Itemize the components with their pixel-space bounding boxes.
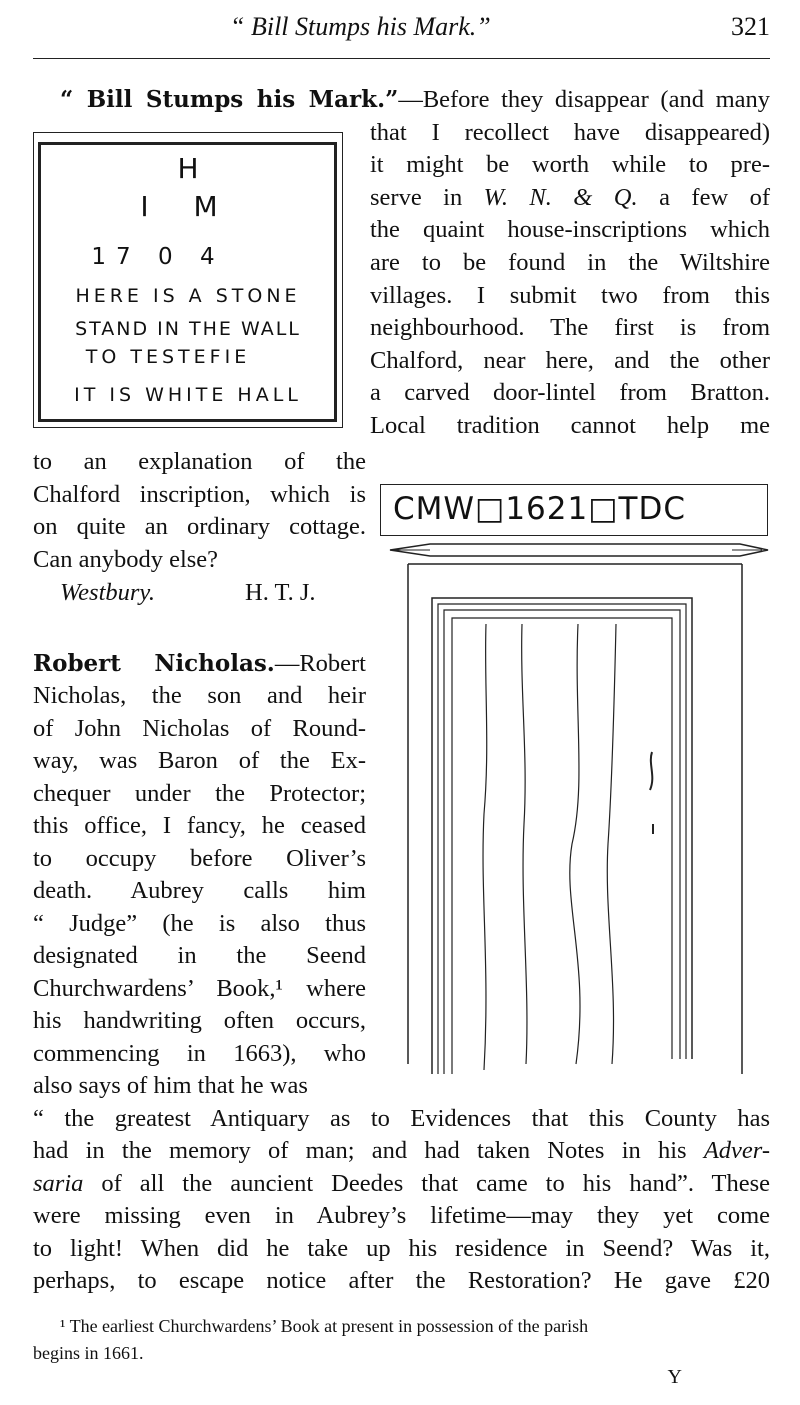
a1-left-line-1: to an explanation of the — [33, 448, 366, 475]
a2-adver: Adver- — [703, 1137, 770, 1164]
a1-left-line-2: Chalford inscription, which is — [33, 481, 366, 508]
a1-right-line-4: the quaint house-inscriptions which — [370, 216, 770, 243]
door-illustration — [380, 484, 772, 1080]
a2-line-12: his handwriting often occurs, — [33, 1007, 366, 1034]
inscription-line-1: H — [177, 152, 199, 185]
a2-full-line-2-text: had in the memory of man; and had taken Notes in his — [33, 1137, 687, 1164]
footnote-line-1: ¹ The earliest Churchwardens’ Book at present in possession of the parish — [60, 1316, 589, 1336]
a2-line-14: also says of him that he was — [33, 1072, 308, 1099]
inscription-line-3: 17 0 4 — [91, 244, 225, 270]
a1-right-line-5: are to be found in the Wiltshire — [370, 249, 770, 276]
lintel-inscription: CMW□1621□TDC — [393, 491, 686, 527]
a2-line-11: Churchwardens’ Book,¹ where — [33, 975, 366, 1002]
a2-full-line-3 — [33, 1168, 770, 1201]
a1-signoff — [60, 577, 316, 610]
door-drawing — [380, 484, 772, 1080]
a2-line-8: death. Aubrey calls him — [33, 877, 366, 904]
signature-mark: Y — [667, 1366, 682, 1388]
inscription-line-2: I M — [140, 190, 236, 223]
inscription-box — [33, 132, 343, 428]
a2-full-line-2 — [33, 1135, 770, 1168]
page-number: 321 — [731, 12, 770, 41]
a2-full-line-3-rest: of all the auncient Deedes that came to his hand”. These — [101, 1170, 770, 1197]
a2-line-2: Nicholas, the son and heir — [33, 682, 366, 709]
a2-line-4: way, was Baron of the Ex- — [33, 747, 366, 774]
a2-line-5: chequer under the Protector; — [33, 780, 366, 807]
a1-right-line-8: Chalford, near here, and the other — [370, 347, 770, 374]
a2-full-line-6: perhaps, to escape notice after the Restoration? He gave £20 — [33, 1267, 770, 1294]
a2-line-3: of John Nicholas of Round- — [33, 715, 366, 742]
inscription-line-5: STAND IN THE WALL — [75, 318, 301, 340]
inscription-line-6: TO TESTEFIE — [85, 346, 251, 368]
a1-initials: H. T. J. — [245, 579, 316, 606]
a2-full-line-4: were missing even in Aubrey’s lifetime—may they yet come — [33, 1202, 770, 1229]
a1-left-line-4: Can anybody else? — [33, 546, 219, 573]
running-title: “ Bill Stumps his Mark.” — [230, 12, 491, 41]
header-rule — [33, 58, 770, 59]
a2-line-7: to occupy before Oliver’s — [33, 845, 366, 872]
a1-right-line-9: a carved door-lintel from Bratton. — [370, 379, 770, 406]
a1-wnq: W. N. & Q. — [483, 184, 638, 211]
a1-right-line-2: it might be worth while to pre- — [370, 151, 770, 178]
inscription-line-4: HERE IS A STONE — [75, 285, 301, 307]
a1-right-line-6: villages. I submit two from this — [370, 282, 770, 309]
a2-saria: saria — [33, 1170, 84, 1197]
a2-line-9: “ Judge” (he is also thus — [33, 910, 366, 937]
a1-right-line-3 — [370, 182, 770, 215]
a2-line-1 — [33, 648, 366, 681]
a2-line-6: this office, I fancy, he ceased — [33, 812, 366, 839]
a2-line-13: commencing in 1663), who — [33, 1040, 366, 1067]
a1-wnq-rest: a few of — [659, 184, 771, 211]
article1-first-line — [60, 84, 770, 117]
a1-right-line-1: that I recollect have disappeared) — [370, 119, 770, 146]
article2-heading: Robert Nicholas. — [33, 650, 275, 677]
a1-serve-in: serve in — [370, 184, 463, 211]
a1-right-line-10: Local tradition cannot help me — [370, 412, 770, 439]
a2-full-line-1: “ the greatest Antiquary as to Evidences that this County has — [33, 1105, 770, 1132]
a2-line-1-rest: —Robert — [274, 650, 366, 677]
article1-first-line-rest: —Before they disappear (and many — [398, 86, 770, 113]
inscription-line-7: IT IS WHITE HALL — [74, 384, 302, 406]
footnote-line-2: begins in 1661. — [33, 1343, 144, 1363]
a2-line-10: designated in the Seend — [33, 942, 366, 969]
article1-heading: “ Bill Stumps his Mark.” — [60, 86, 399, 113]
a1-right-line-7: neighbourhood. The first is from — [370, 314, 770, 341]
a2-full-line-5: to light! When did he take up his residence in Seend? Was it, — [33, 1235, 770, 1262]
a1-left-line-3: on quite an ordinary cottage. — [33, 513, 366, 540]
a1-place: Westbury. — [60, 579, 156, 606]
